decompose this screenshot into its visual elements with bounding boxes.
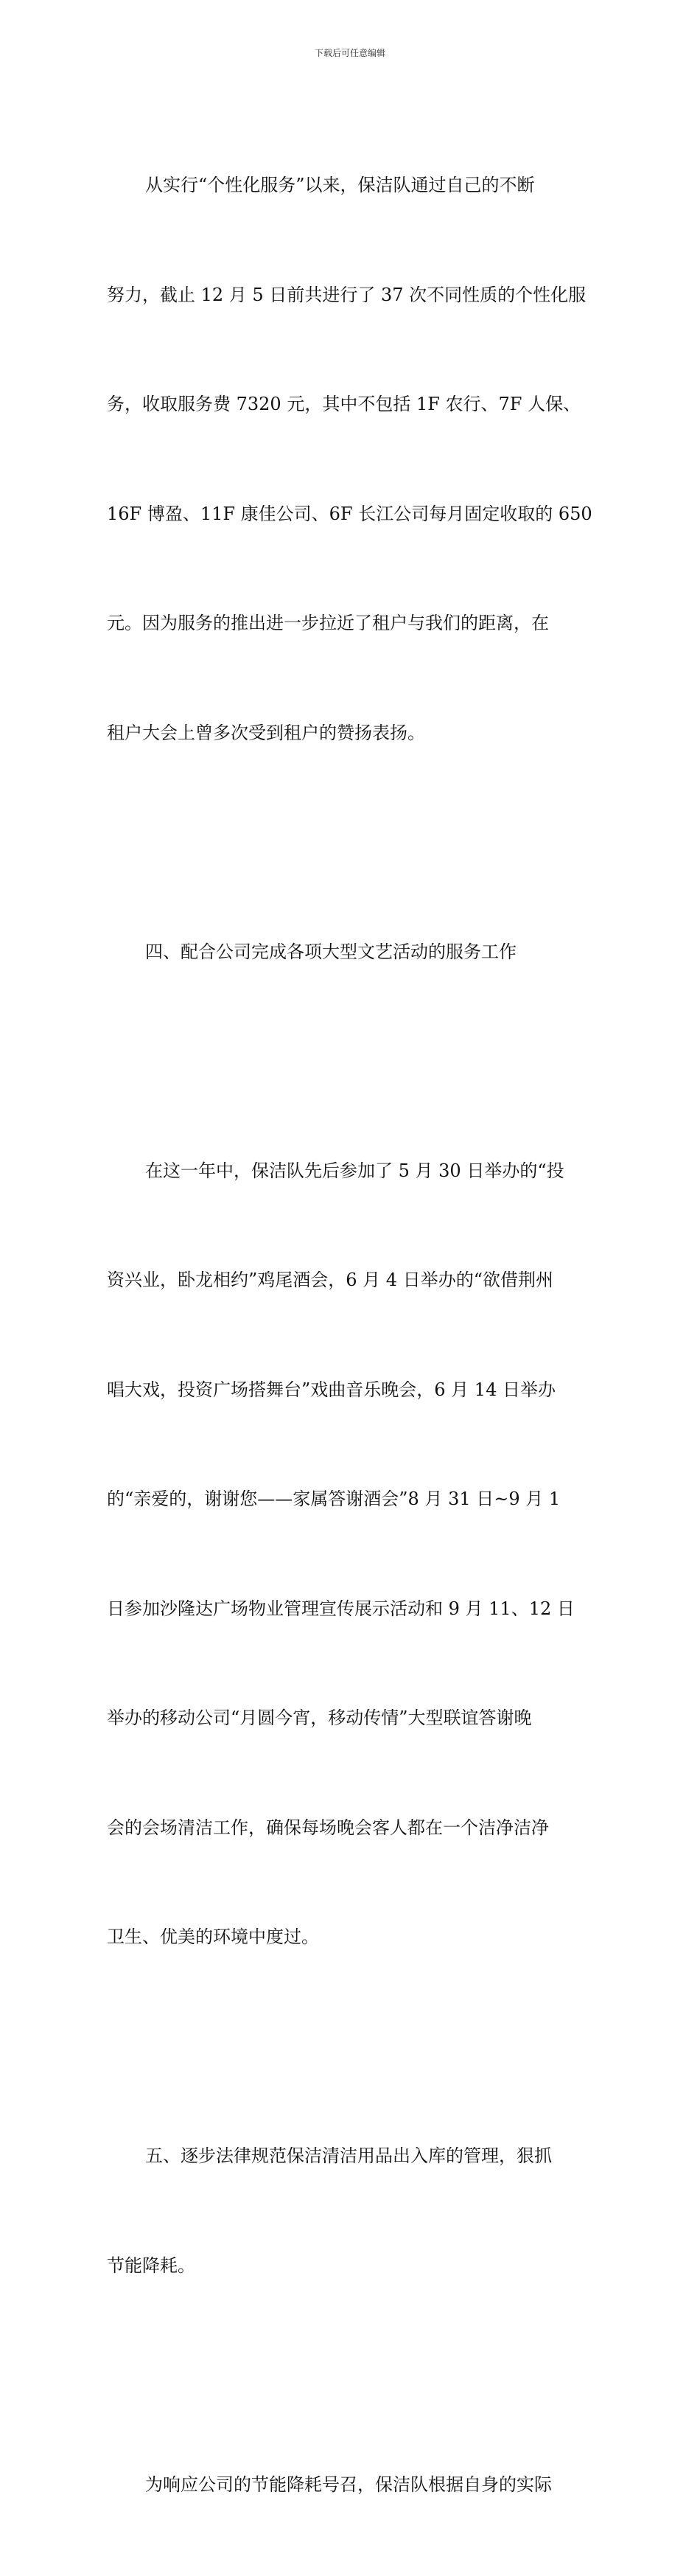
text-line: 五、逐步法律规范保洁清洁用品出入库的管理，狠抓 (107, 2138, 601, 2175)
paragraph-gap (107, 2357, 601, 2394)
section-heading-four (107, 861, 601, 1044)
text-line: 努力，截止 12 月 5 日前共进行了 37 次不同性质的个性化服 (107, 277, 601, 314)
text-line: 四、配合公司完成各项大型文艺活动的服务工作 (107, 934, 601, 971)
paragraph-gap (107, 2029, 601, 2066)
text-line: 举办的移动公司“月圆今宵，移动传情”大型联谊答谢晚 (107, 1700, 601, 1737)
section-heading-five (107, 2065, 601, 2357)
text-line: 日参加沙隆达广场物业管理宣传展示活动和 9 月 11、12 日 (107, 1591, 601, 1628)
text-line: 租户大会上曾多次受到租户的赞扬表扬。 (107, 715, 601, 752)
text-line: 16F 博盈、11F 康佳公司、6F 长江公司每月固定收取的 650 (107, 496, 601, 533)
text-line: 为响应公司的节能降耗号召，保洁队根据自身的实际 (107, 2467, 601, 2504)
paragraph-energy-saving (107, 2394, 601, 2576)
paragraph-gap (107, 824, 601, 861)
text-line: 在这一年中，保洁队先后参加了 5 月 30 日举办的“投 (107, 1153, 601, 1190)
text-line: 从实行“个性化服务”以来，保洁队通过自己的不断 (107, 167, 601, 204)
paragraph-personalized-service (107, 94, 601, 824)
text-line: 卫生、优美的环境中度过。 (107, 1919, 601, 1956)
text-line: 元。因为服务的推出进一步拉近了租户与我们的距离，在 (107, 605, 601, 642)
text-line: 务，收取服务费 7320 元，其中不包括 1F 农行、7F 人保、 (107, 386, 601, 423)
text-line: 资兴业，卧龙相约”鸡尾酒会，6 月 4 日举办的“欲借荆州 (107, 1262, 601, 1299)
text-line: 节能降耗。 (107, 2248, 601, 2285)
paragraph-gap (107, 1043, 601, 1080)
text-line: 的“亲爱的，谢谢您——家属答谢酒会”8 月 31 日~9 月 1 (107, 1481, 601, 1518)
text-line: 唱大戏，投资广场搭舞台”戏曲音乐晚会，6 月 14 日举办 (107, 1372, 601, 1409)
text-line: 会的会场清洁工作，确保每场晚会客人都在一个洁净洁净 (107, 1810, 601, 1847)
page-header: 下载后可任意编辑 (0, 47, 700, 59)
document-body (107, 94, 601, 2576)
paragraph-events (107, 1080, 601, 2029)
